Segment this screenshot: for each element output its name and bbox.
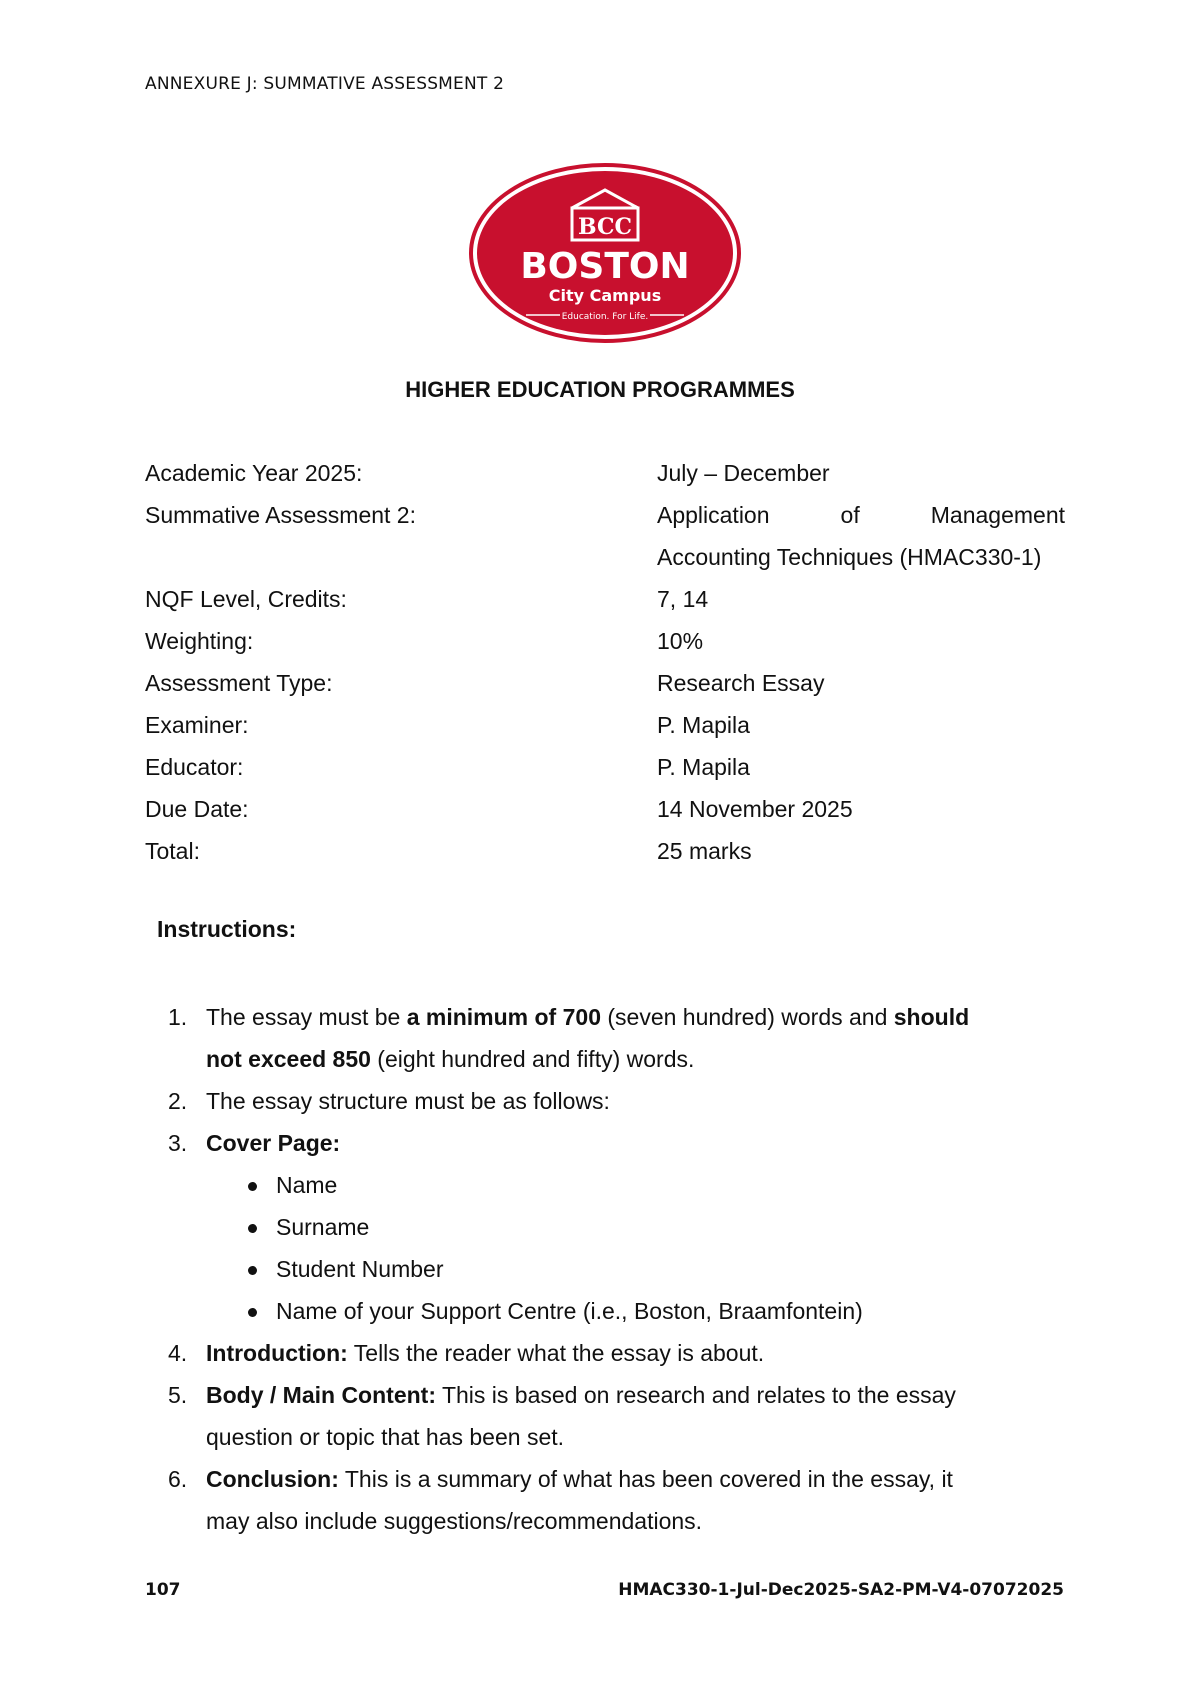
instructions-list — [168, 996, 1038, 1542]
detail-row — [145, 452, 1065, 494]
item-number: 3. — [168, 1130, 188, 1156]
detail-label: Assessment Type: — [145, 670, 333, 696]
bullet-item: Name — [240, 1164, 1038, 1206]
bullet-item: Student Number — [240, 1248, 1038, 1290]
list-item-continued: not exceed 850 (eight hundred and fifty) words. — [206, 1046, 695, 1072]
list-item: 1. The essay must be a minimum of 700 (seven hundred) words and should — [168, 996, 1038, 1038]
item-number: 4. — [168, 1340, 188, 1366]
detail-row — [145, 830, 1065, 872]
item-number: 1. — [168, 1004, 188, 1030]
list-item: 5. Body / Main Content: This is based on research and relates to the essay — [168, 1374, 1038, 1416]
detail-row — [145, 662, 1065, 704]
detail-label: Weighting: — [145, 628, 254, 654]
bullet-item: Name of your Support Centre (i.e., Boston, Braamfontein) — [240, 1290, 1038, 1332]
list-item-continued: question or topic that has been set. — [206, 1424, 565, 1450]
instructions-heading: Instructions: — [157, 916, 297, 942]
detail-value: 14 November 2025 — [657, 796, 853, 822]
detail-value-continued: Accounting Techniques (HMAC330-1) — [657, 544, 1042, 570]
logo-name: BOSTON — [520, 246, 690, 287]
logo-initials: BCC — [577, 214, 633, 240]
detail-value: P. Mapila — [657, 754, 750, 780]
list-item: 4. Introduction: Tells the reader what the essay is about. — [168, 1332, 1038, 1374]
detail-row — [145, 746, 1065, 788]
programme-title: HIGHER EDUCATION PROGRAMMES — [405, 377, 795, 402]
bullet-icon — [248, 1266, 257, 1275]
detail-label: Total: — [145, 838, 200, 864]
bullet-item: Surname — [240, 1206, 1038, 1248]
detail-value: Research Essay — [657, 670, 825, 696]
assessment-details — [145, 452, 1065, 872]
detail-value: 7, 14 — [657, 586, 709, 612]
detail-value: Application of Management — [657, 502, 1065, 528]
detail-row — [145, 578, 1065, 620]
boston-city-campus-logo — [468, 162, 742, 344]
document-code: HMAC330-1-Jul-Dec2025-SA2-PM-V4-07072025 — [618, 1580, 1064, 1600]
bullet-icon — [248, 1308, 257, 1317]
bullet-icon — [248, 1182, 257, 1191]
list-item-continued: may also include suggestions/recommendations. — [206, 1508, 703, 1534]
detail-label: Academic Year 2025: — [145, 460, 363, 486]
list-item: 2. The essay structure must be as follows: — [168, 1080, 1038, 1122]
bullet-icon — [248, 1224, 257, 1233]
detail-label: NQF Level, Credits: — [145, 586, 347, 612]
logo-sub: City Campus — [548, 286, 662, 305]
detail-label: Due Date: — [145, 796, 249, 822]
detail-value: July – December — [657, 460, 830, 486]
detail-row — [145, 536, 1065, 578]
detail-value: P. Mapila — [657, 712, 750, 738]
logo-tagline: Education. For Life. — [561, 312, 649, 322]
detail-label: Examiner: — [145, 712, 249, 738]
detail-label: Educator: — [145, 754, 244, 780]
list-item: 6. Conclusion: This is a summary of what has been covered in the essay, it — [168, 1458, 1038, 1500]
item-number: 6. — [168, 1466, 188, 1492]
page-number: 107 — [145, 1580, 181, 1600]
list-item: 3. Cover Page: — [168, 1122, 1038, 1164]
detail-row — [145, 620, 1065, 662]
detail-value: 25 marks — [657, 838, 752, 864]
detail-row — [145, 704, 1065, 746]
page-header: ANNEXURE J: SUMMATIVE ASSESSMENT 2 — [145, 74, 505, 94]
item-number: 5. — [168, 1382, 188, 1408]
detail-value: 10% — [657, 628, 704, 654]
detail-label: Summative Assessment 2: — [145, 502, 416, 528]
detail-row — [145, 788, 1065, 830]
detail-row — [145, 494, 1065, 536]
cover-page-bullets — [240, 1164, 1038, 1332]
item-number: 2. — [168, 1088, 188, 1114]
